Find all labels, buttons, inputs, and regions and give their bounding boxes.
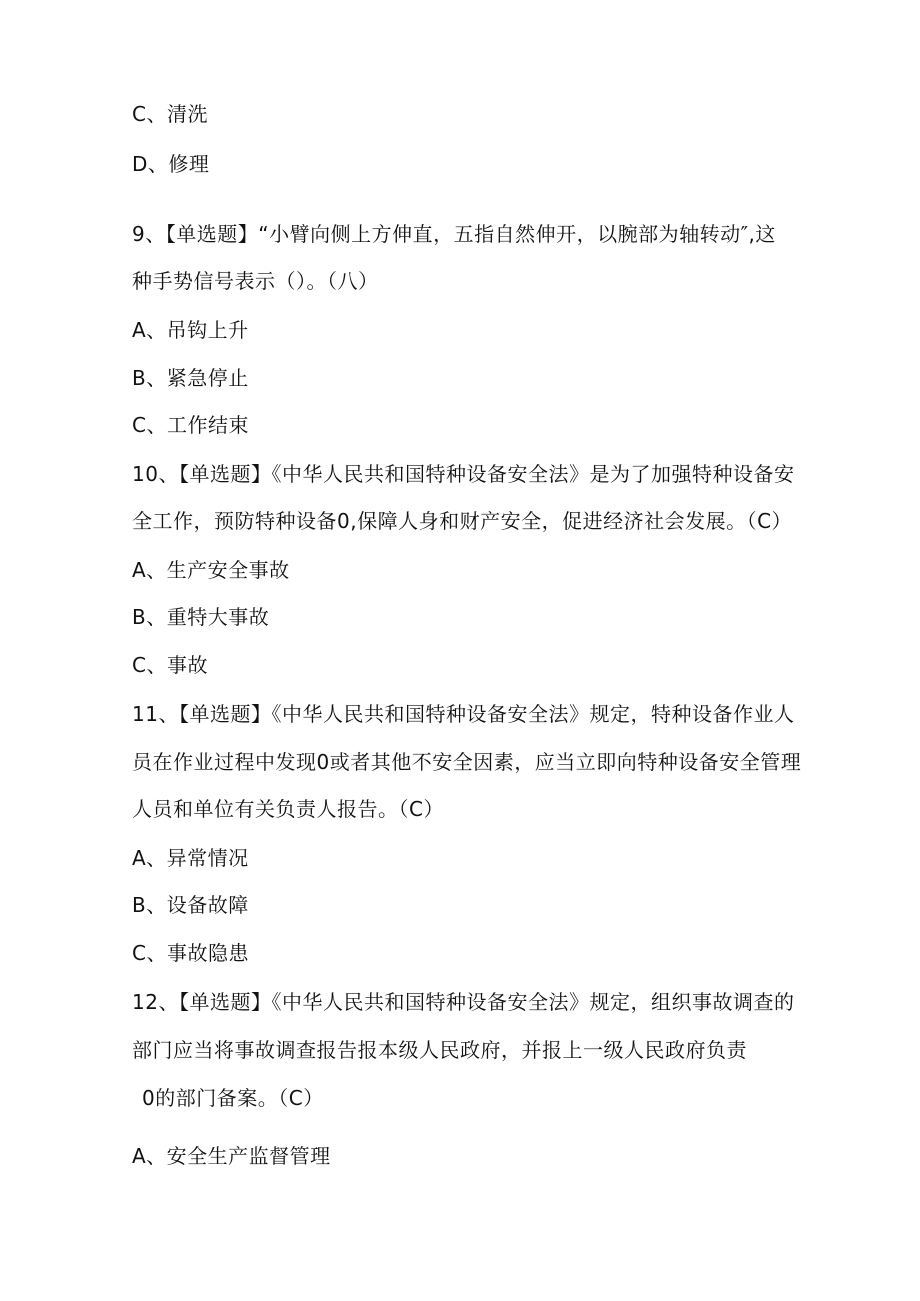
question-line: 12、【单选题】《中华人民共和国特种设备安全法》规定，组织事故调查的 bbox=[132, 990, 795, 1014]
question-line: 全工作，预防特种设备0,保障人身和财产安全，促进经济社会发展。（C） bbox=[132, 509, 793, 533]
question-line: 部门应当将事故调查报告报本级人民政府，并报上一级人民政府负责 bbox=[132, 1038, 747, 1062]
question-line: 9、【单选题】“小臂向侧上方伸直，五指自然伸开，以腕部为轴转动″,这 bbox=[132, 222, 776, 246]
option-line: A、异常情况 bbox=[132, 846, 249, 870]
option-line: D、修理 bbox=[132, 152, 210, 176]
option-line: B、设备故障 bbox=[132, 893, 249, 917]
option-line: C、事故隐患 bbox=[132, 941, 249, 965]
question-line: 11、【单选题】《中华人民共和国特种设备安全法》规定，特种设备作业人 bbox=[132, 702, 795, 726]
option-line: A、生产安全事故 bbox=[132, 558, 290, 582]
option-line: C、事故 bbox=[132, 653, 208, 677]
option-line: C、清洗 bbox=[132, 102, 208, 126]
question-line: 人员和单位有关负责人报告。（C） bbox=[132, 797, 444, 821]
option-line: A、吊钩上升 bbox=[132, 318, 249, 342]
question-line: 10、【单选题】《中华人民共和国特种设备安全法》是为了加强特种设备安 bbox=[132, 462, 795, 486]
option-line: A、安全生产监督管理 bbox=[132, 1144, 331, 1168]
question-line: 0的部门备案。（C） bbox=[142, 1086, 324, 1110]
option-line: B、重特大事故 bbox=[132, 605, 270, 629]
question-line: 员在作业过程中发现0或者其他不安全因素，应当立即向特种设备安全管理 bbox=[132, 750, 802, 774]
option-line: C、工作结束 bbox=[132, 413, 249, 437]
question-line: 种手势信号表示（）。（八） bbox=[132, 269, 379, 293]
option-line: B、紧急停止 bbox=[132, 366, 249, 390]
